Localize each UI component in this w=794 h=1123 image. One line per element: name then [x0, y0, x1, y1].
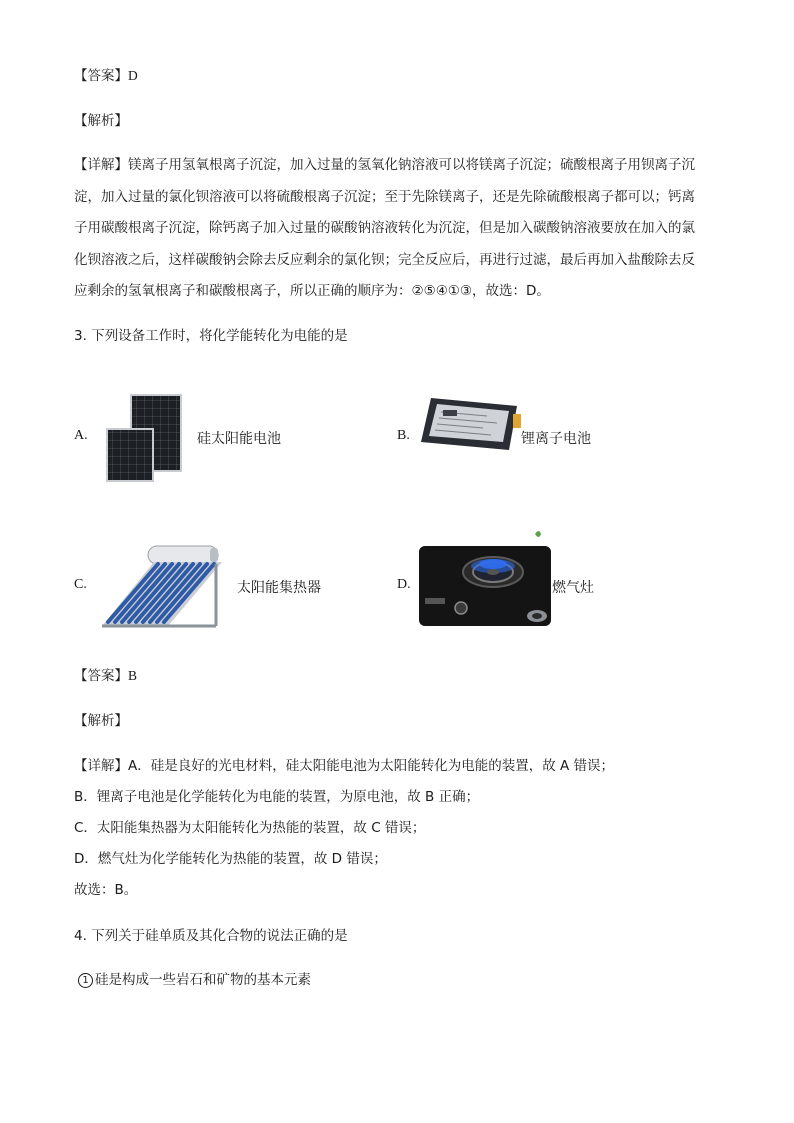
question-4-item-1	[78, 970, 311, 990]
answer-line-1	[74, 66, 138, 86]
detail-2-row-1: 【详解】A．硅是良好的光电材料，硅太阳能电池为太阳能转化为电能的装置，故 A 错误；	[74, 758, 615, 774]
option-a-name: 硅太阳能电池	[197, 431, 281, 447]
answer-line-2	[74, 666, 137, 686]
detail-row: 【详解】镁离子用氢氧根离子沉淀，加入过量的氢氧化钠溶液可以将镁离子沉淀；硫酸根离子用钡离子沉	[74, 157, 695, 173]
option-a-letter: A.	[74, 428, 88, 443]
detail-paragraph-1	[74, 150, 724, 308]
option-c-name: 太阳能集热器	[237, 580, 321, 596]
option-d-letter: D.	[397, 577, 411, 592]
answer-label: 【答案】	[74, 668, 128, 684]
option-b-name: 锂离子电池	[521, 431, 591, 447]
detail-row: 应剩余的氢氧根离子和碳酸根离子，所以正确的顺序为：②⑤④①③，故选：D。	[74, 283, 550, 299]
circled-number-icon: 1	[78, 973, 93, 988]
analysis-label-1: 【解析】	[74, 113, 128, 129]
option-d-name: 燃气灶	[552, 580, 594, 596]
solar-water-heater-icon	[98, 542, 232, 632]
answer-label: 【答案】	[74, 68, 128, 84]
detail-row: 子用碳酸根离子沉淀，除钙离子加入过量的碳酸钠溶液转化为沉淀，但是加入碳酸钠溶液要放在加入的氯	[74, 220, 695, 236]
detail-2-row-4: D．燃气灶为化学能转化为热能的装置，故 D 错误；	[74, 851, 387, 867]
analysis-label-2: 【解析】	[74, 713, 128, 729]
option-b-letter: B.	[397, 428, 410, 443]
question-3-stem: 3. 下列设备工作时，将化学能转化为电能的是	[74, 328, 348, 344]
answer-value: B	[128, 668, 138, 683]
detail-row: 淀，加入过量的氯化钡溶液可以将硫酸根离子沉淀；至于先除镁离子，还是先除硫酸根离子都可以；钙离	[74, 188, 695, 205]
question-4-stem: 4. 下列关于硅单质及其化合物的说法正确的是	[74, 928, 348, 944]
question-4-item-1-text: 硅是构成一些岩石和矿物的基本元素	[95, 972, 311, 988]
lithium-battery-icon	[417, 392, 525, 456]
detail-2-row-3: C．太阳能集热器为太阳能转化为热能的装置，故 C 错误；	[74, 820, 426, 836]
detail-2-row-2: B．锂离子电池是化学能转化为电能的装置，为原电池，故 B 正确；	[74, 789, 480, 805]
solar-panel-icon	[104, 392, 184, 484]
gas-stove-icon	[417, 528, 555, 632]
detail-2-row-5: 故选：B。	[74, 882, 138, 898]
answer-value: D	[128, 68, 138, 83]
option-c-letter: C.	[74, 577, 87, 592]
detail-row: 化钡溶液之后，这样碳酸钠会除去反应剩余的氯化钡；完全反应后，再进行过滤，最后再加入盐酸除去反	[74, 251, 695, 268]
